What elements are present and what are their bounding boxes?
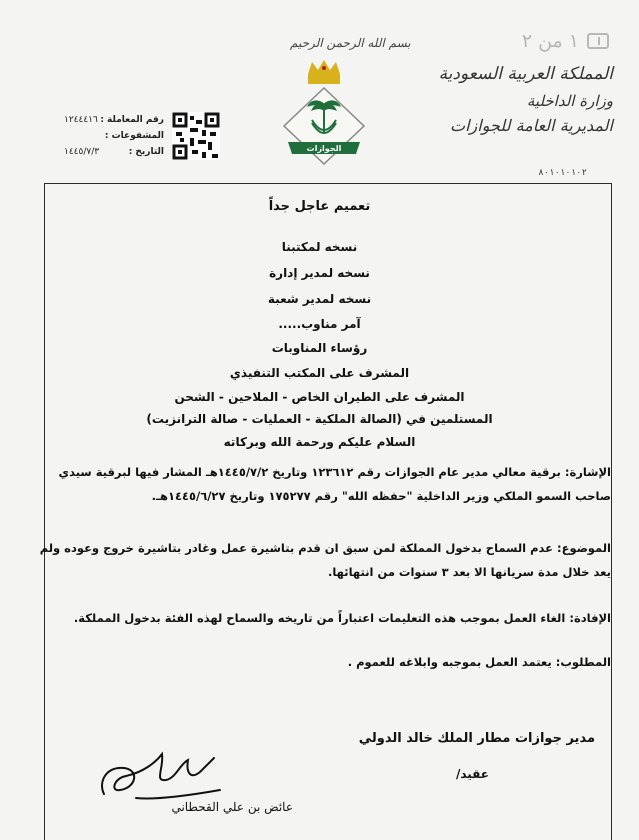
- reference-text: برقية معالي مدير عام الجوازات رقم ١٢٣٦١٢ وتاريخ ١٤٤٥/٧/٢هـ المشار فيها لبرقية سيدي صاحب السمو الملكي وزير الداخلية "حفظه الله" رقم ١٧٥٢٧٧ وتاريخ ١٤٤٥/٦/٢٧هـ.: [58, 465, 611, 503]
- date-row: [64, 147, 164, 157]
- addressee-line: رؤساء المناوبات: [271, 341, 368, 355]
- greeting: السلام عليكم ورحمة الله وبركاته: [223, 435, 416, 449]
- signer-name: عائض بن علي القحطاني: [171, 800, 293, 814]
- subject-paragraph: [31, 536, 611, 584]
- attachments-row: [64, 131, 164, 141]
- addressee-line: نسخه لمدير إدارة: [269, 266, 370, 280]
- directorate-name: المديرية العامة للجوازات: [450, 116, 613, 135]
- kingdom-name: المملكة العربية السعودية: [438, 64, 613, 84]
- emblem-label: الجوازات: [306, 144, 342, 153]
- request-text: يعتمد العمل بموجبه وابلاغه للعموم .: [347, 655, 552, 669]
- transaction-row: [64, 115, 164, 125]
- reference-paragraph: [31, 460, 611, 508]
- addressee-line: نسخه لمكتبنا: [281, 240, 358, 254]
- date-label: التاريخ :: [128, 147, 164, 157]
- ministry-name: وزارة الداخلية: [526, 92, 613, 110]
- notice-label: الإفادة:: [569, 611, 611, 625]
- crown-icon: [308, 60, 340, 84]
- qr-code-icon: [172, 112, 220, 160]
- page-indicator-text: ١ من ٢: [521, 30, 579, 52]
- transaction-label: رقم المعاملة :: [100, 115, 164, 125]
- notice-text: الغاء العمل بموجب هذه التعليمات اعتباراً من تاريخه والسماح لهذه الفئة بدخول المملكة.: [73, 611, 566, 625]
- request-label: المطلوب:: [555, 655, 611, 669]
- transaction-value: ١٢٤٤٤١٦: [64, 115, 98, 125]
- signer-rank: عقيد/: [455, 767, 489, 781]
- date-value: ١٤٤٥/٧/٣: [64, 147, 100, 157]
- signer-title: مدير جوازات مطار الملك خالد الدولي: [358, 731, 595, 746]
- letterhead-right: [413, 64, 613, 135]
- basmala: بسم الله الرحمن الرحيم: [290, 36, 411, 50]
- addressee-line: آمر مناوب.....: [278, 317, 361, 331]
- reference-number: ٨٠١٠١٠١٠٢: [538, 168, 587, 178]
- memo-title: تعميم عاجل جداً: [268, 199, 371, 214]
- letter-meta: [64, 115, 164, 163]
- reference-label: الإشارة:: [564, 465, 611, 479]
- page-indicator[interactable]: [522, 30, 609, 52]
- subject-text: عدم السماح بدخول المملكة لمن سبق ان قدم بتاشيرة عمل وغادر بتاشيرة خروج وعوده ولم يعد خلال مدة سريانها الا بعد ٣ سنوات من انتهائها.: [39, 541, 611, 579]
- addressee-line: المشرف على الطيران الخاص - الملاحين - الشحن: [174, 390, 465, 404]
- handwritten-signature: [96, 742, 228, 806]
- page-thumbnails-icon[interactable]: [587, 33, 609, 49]
- request-paragraph: [31, 650, 611, 674]
- addressee-line: المشرف على المكتب التنفيذي: [229, 366, 410, 380]
- notice-paragraph: [31, 606, 611, 630]
- attachments-label: المشفوعات :: [104, 131, 164, 141]
- addressee-line: المستلمين في (الصالة الملكية - العمليات - صالة الترانزيت): [146, 412, 493, 426]
- addressee-line: نسخه لمدير شعبة: [267, 292, 372, 306]
- passports-emblem-icon: [276, 60, 372, 172]
- subject-label: الموضوع:: [557, 541, 611, 555]
